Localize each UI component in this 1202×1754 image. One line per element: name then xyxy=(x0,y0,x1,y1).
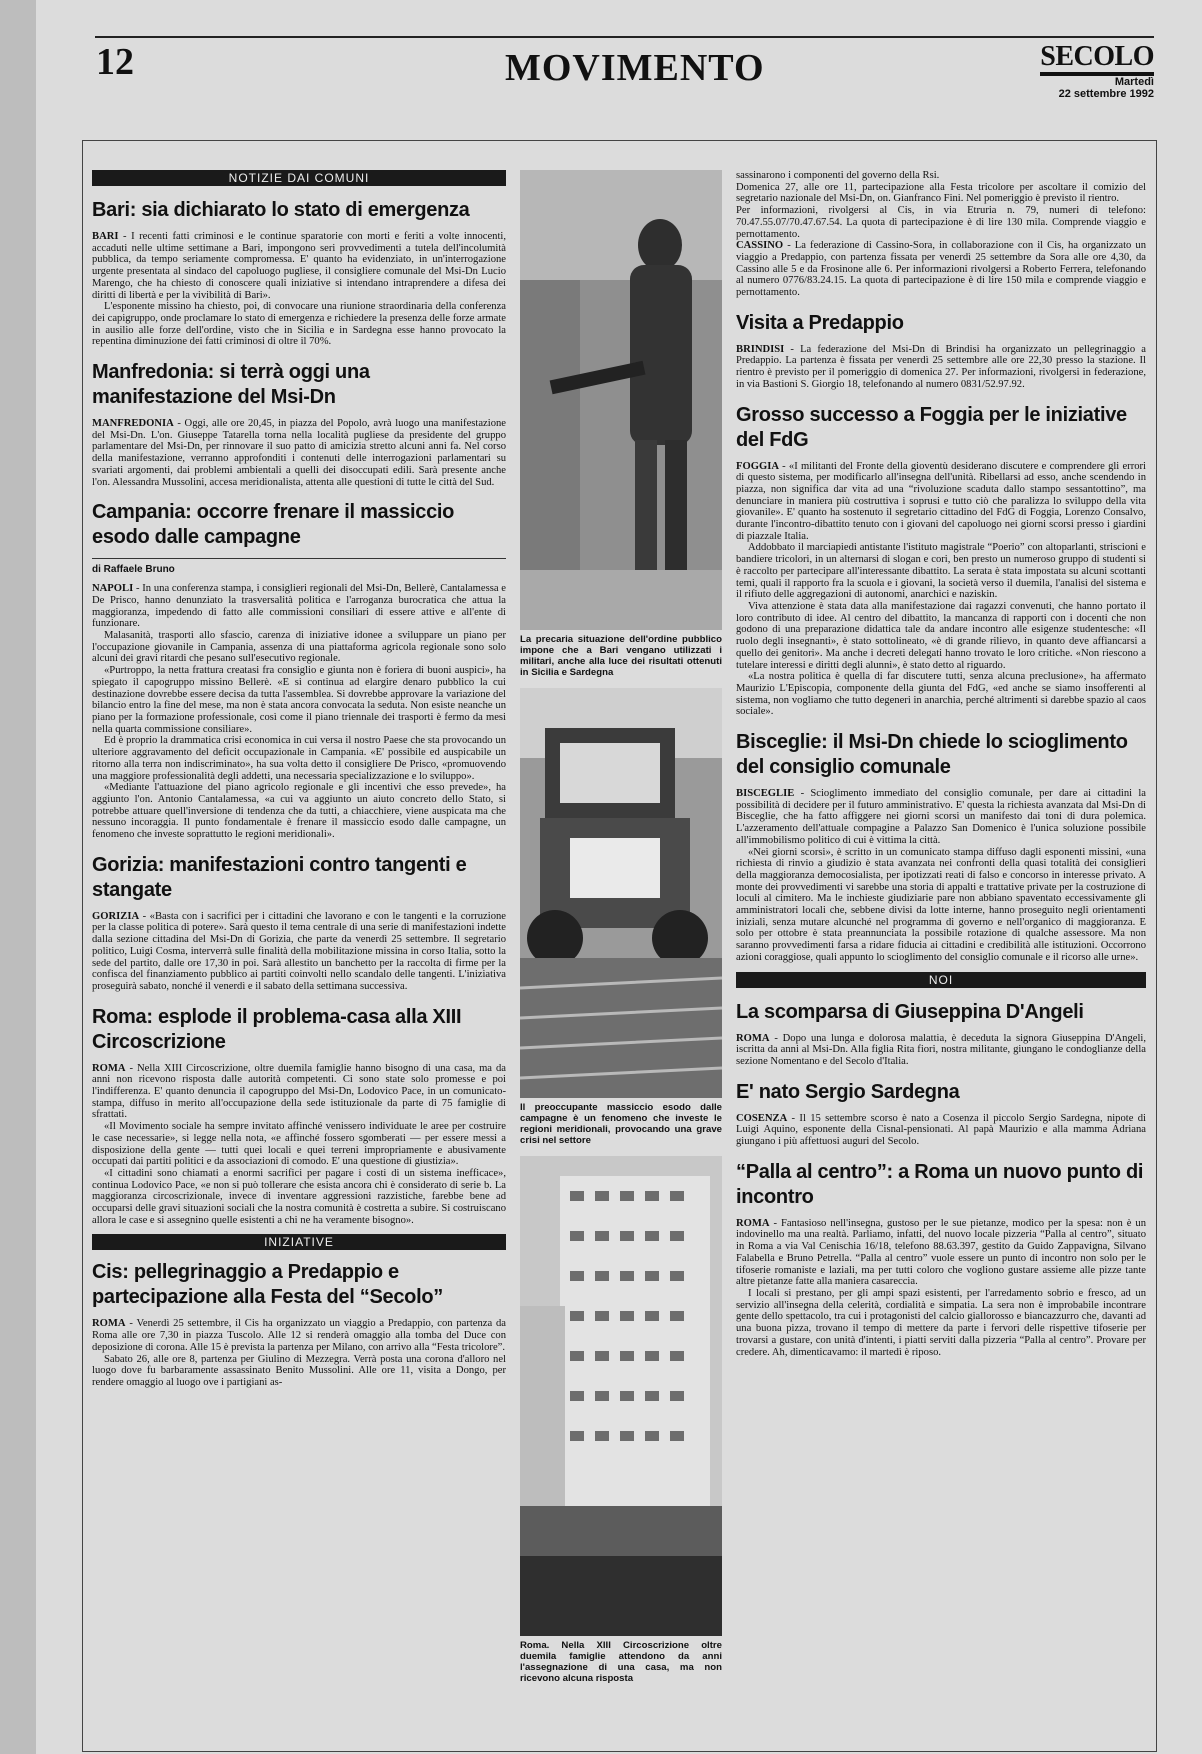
column-right xyxy=(736,170,1146,1364)
headline: La scomparsa di Giuseppina D'Angeli xyxy=(736,1000,1084,1023)
masthead xyxy=(1040,42,1154,100)
body-text: Viva attenzione è stata data alla manifestazione dai ragazzi convenuti, che hanno portato il loro contributo di idee. Al centro del dibattito, la mancanza di rapporti con i docenti che non godono di una preparazione didattica tale da andare incontro alle esigenze studentesche: «Il ruolo degli insegnanti», è stato sottolineato, «è di grande rilievo, in quanto deve affiancarsi a quello dei genitori». Ma anche i decreti delegati hanno trovato le loro critiche. «Non riescono a tutelare interessi e diritti degli alunni», è stato detto al riguardo. xyxy=(736,600,1146,671)
body-text: «I cittadini sono chiamati a enormi sacrifici per pagare i costi di un sistema inefficace», continua Lodovico Pace, «e non si può tollerare che esista ancora chi è considerato di serie b. La maggioranza circoscrizionale, invece di inventare aggressioni razzistiche, farebbe bene ad occuparsi delle gravi situazioni sociali che la nostra comunità è costretta a subire. Si costruiscano allora le case e si assegnino quelle esistenti a chi ne ha veramente bisogno». xyxy=(92,1167,506,1226)
article-nascita xyxy=(736,1080,1146,1148)
body-text: GORIZIA - «Basta con i sacrifici per i cittadini che lavorano e con le tangenti e la corruzione per la classe politica di potere». Sarà questo il tema centrale di una serie di manifestazioni indette dalla sezione cittadina del Msi-Dn di Gorizia, che parte da venerdì 25 settembre. Il segretario politico, Luigi Cosma, interverrà sulle finalità della mobilitazione missina in corso Italia, sotto la sede del partito, dalle ore 17,30 in poi. Sarà allestito un banchetto per la raccolta di firme per la confisca del finanziamento pubblico ai partiti coinvolti nello scandalo delle tangenti. L'iniziativa proseguirà sabato, nonché il venerdì e il sabato della settimana successiva. xyxy=(92,910,506,992)
article-bari xyxy=(92,198,506,348)
article-roma-casa xyxy=(92,1005,506,1227)
headline: Bari: sia dichiarato lo stato di emergenza xyxy=(92,199,470,221)
tractor-image xyxy=(520,688,722,1098)
photo-caption: La precaria situazione dell'ordine pubblico impone che a Bari vengano utilizzati i militari, anche alla luce dei risultati ottenuti in Sicilia e Sardegna xyxy=(520,634,722,678)
article-cis-predappio xyxy=(92,1260,506,1388)
section-band-iniziative: INIZIATIVE xyxy=(92,1234,506,1250)
continuation-text: Per informazioni, rivolgersi al Cis, in via Etruria n. 79, numeri di telefono: 70.47.55.07/70.47.67.54. La quota di partecipazione è di lire 130 mila. Comprende viaggio e pernottamento. xyxy=(736,205,1146,240)
headline: Cis: pellegrinaggio a Predappio e partecipazione alla Festa del “Secolo” xyxy=(92,1261,443,1309)
body-text: I locali si prestano, per gli ampi spazi esistenti, per l'arredamento sobrio e fresco, ad un servizio all'insegna della celerità, cordialità e simpatia. La sera non è improbabile incontrare gente dello spettacolo, tra cui i protagonisti del calcio giallorosso e biancazzurro che, davanti ad una buona pizza, trovano il tempo di mettere da parte i fervori delle rispettive tifoserie per trovarsi a gustare, con unità d'intenti, i piatti serviti dalla pizzeria “Palla al centro”. Provare per credere. Ah, dimenticavamo: il martedì è riposo. xyxy=(736,1288,1146,1358)
photo-caption: Roma. Nella XIII Circoscrizione oltre duemila famiglie attendono da anni l'assegnazione di una casa, ma non ricevono alcuna risposta xyxy=(520,1640,722,1684)
page-number: 12 xyxy=(96,41,134,83)
section-band-noi: NOI xyxy=(736,972,1146,988)
body-text: «Purtroppo, la netta frattura creatasi fra consiglio e giunta non è foriera di buoni auspici», ha spiegato il capogruppo missino Bellerè. «E si continua ad elargire denaro pubblico la cui destinazione dovrebbe essere decisa da tutta l'assemblea. Si dovrebbe approvare la variazione del bilancio entro la fine del mese, ma non è stata ancora convocata la seduta. Non esiste neanche un piano per la formazione professionale, così come il piano triennale dei trasporti è fermo da mesi nella quarta commissione consiliare». xyxy=(92,665,506,735)
column-photos xyxy=(520,170,722,1694)
body-text: L'esponente missino ha chiesto, poi, di convocare una riunione straordinaria della conferenza dei capigruppo, onde proclamare lo stato di emergenza e richiedere la presenza delle forze armate in ausilio alle forze dell'ordine, visto che in Sicilia e in Sardegna esse hanno provocato la repentina diminuzione dei fatti criminosi di oltre il 70%. xyxy=(92,301,506,348)
byline: di Raffaele Bruno xyxy=(92,558,506,575)
headline: Gorizia: manifestazioni contro tangenti e stangate xyxy=(92,853,467,901)
headline: Campania: occorre frenare il massiccio esodo dalle campagne xyxy=(92,501,455,549)
masthead-logo: SECOLO xyxy=(1040,42,1154,76)
article-campania xyxy=(92,500,506,840)
column-left xyxy=(92,170,506,1395)
photo-tractor xyxy=(520,688,722,1098)
article-foggia xyxy=(736,403,1146,718)
body-text: MANFREDONIA - Oggi, alle ore 20,45, in piazza del Popolo, avrà luogo una manifestazione del Msi-Dn. L'on. Giuseppe Tatarella torna nella località pugliese da presidente del gruppo parlamentare del Msi-Dn, per rinnovare il suo patto di amicizia stretto alcuni anni fa. Nel corso della manifestazione, verranno approfonditi i contenuti delle interrogazioni parlamentari su svariati argomenti, dai problemi ambientali a quelli dei disoccupati edili. Sarà presente anche l'on. Alessandra Mussolini, accesa meridionalista, attenta alle questioni di tutte le città del Sud. xyxy=(92,418,506,488)
body-text: «Nei giorni scorsi», è scritto in un comunicato stampa diffuso dagli esponenti missini, «una richiesta di rinvio a giudizio è stata avanzata nei confronti della quasi totalità dei consiglieri della maggioranza democosialista, per ipotizzati reati di falso e concorso in interesse privato. A monte dei provvedimenti vi sarebbe una storia di appalti e trattative private per la costruzione di loculi al cimitero. Ma le inchieste giudiziarie pare non abbiano spaventato eccessivamente gli amministratori locali che, sebbene divisi da lotte interne, hanno proseguito negli orientamenti iniziali, senza mutare alcunché nel programma di governo e nell'organico di maggioranza. E solo per ottobre è stata preannunciata la possibile rotazione di qualche assessore. Ma non saranno provvedimenti farsa a ridare fiducia ai cittadini e credibilità alle istituzioni. Occorrono azioni coraggiose, quali appunto lo scioglimento del consiglio comunale e il ricorso alle urne». xyxy=(736,846,1146,963)
body-text: BRINDISI - La federazione del Msi-Dn di Brindisi ha organizzato un pellegrinaggio a Predappio. La partenza è fissata per venerdì 25 settembre alle ore 22,30 presso la stazione. Il rientro è previsto per il pomeriggio di domenica 27. Per informazioni, rivolgersi in federazione, in via Bastioni S. Giorgio 18, telefonando al numero 0831/52.97.92. xyxy=(736,343,1146,390)
article-bisceglie xyxy=(736,730,1146,964)
cassino-text: CASSINO - La federazione di Cassino-Sora, in collaborazione con il Cis, ha organizzato un viaggio a Predappio, con partenza fissata per venerdì 25 settembre da Sora alle ore 4,30, da Cassino alle 5 e da Frosinone alle 6. Per informazioni rivolgersi a Roberto Ferrera, telefonando al numero 0776/83.24.15. La quota di partecipazione è di lire 150 mila e comprende viaggio e pernottamento. xyxy=(736,240,1146,299)
body-text: «Il Movimento sociale ha sempre invitato affinché venissero individuate le aree per costruire le case necessarie», si legge nella nota, «e affinché fossero sgomberati — per essere messi a disposizione della gente — tutti quei locali e quei terreni impropriamente e abusivamente occupati dai partiti politici e da associazioni di comodo. E' una questione di giustizia». xyxy=(92,1121,506,1168)
headline: “Palla al centro”: a Roma un nuovo punto di incontro xyxy=(736,1160,1144,1208)
photo-caption: Il preoccupante massiccio esodo dalle campagne è un fenomeno che investe le regioni meridionali, provocando una grave crisi nel settore xyxy=(520,1102,722,1146)
body-text: Sabato 26, alle ore 8, partenza per Giulino di Mezzegra. Verrà posta una corona d'alloro nel luogo dove fu barbaramente assassinato Benito Mussolini. Alle ore 11, visita a Dongo, per rendere omaggio al luogo ove i partigiani as- xyxy=(92,1353,506,1388)
body-text: Ed è proprio la drammatica crisi economica in cui versa il nostro Paese che sta provocando un ulteriore aggravamento del deficit occupazionale in Campania. «E' possibile ed auspicabile un ritorno alla terra non indiscriminato», ha sua volta detto il consigliere De Prisco, «promuovendo una maggiore professionalità degli addetti, una necessaria specializzazione e lo sviluppo». xyxy=(92,735,506,782)
headline: Roma: esplode il problema-casa alla XIII Circoscrizione xyxy=(92,1005,462,1053)
headline: E' nato Sergio Sardegna xyxy=(736,1080,960,1103)
header-rule xyxy=(95,36,1154,38)
continuation-text: sassinarono i componenti del governo della Rsi. xyxy=(736,170,940,181)
body-text: ROMA - Venerdì 25 settembre, il Cis ha organizzato un viaggio a Predappio, con partenza da Roma alle ore 7,30 in piazza Tuscolo. Alle 12 si renderà omaggio alla tomba del Duce con deposizione di corona. Alle 15 è prevista la partenza per Milano, con arrivo alla “Festa tricolore”. xyxy=(92,1318,506,1353)
photo-buildings xyxy=(520,1156,722,1636)
body-text: NAPOLI - In una conferenza stampa, i consiglieri regionali del Msi-Dn, Bellerè, Cantalamessa e De Prisco, hanno denunziato la trasversalità politica e l'arroganza burocratica che attua la maggioranza, impedendo di fatto alle commissioni consiliari di essere attive e all'ente di funzionare. xyxy=(92,583,506,630)
headline: Manfredonia: si terrà oggi una manifestazione del Msi-Dn xyxy=(92,361,370,409)
section-title: MOVIMENTO xyxy=(505,47,765,89)
body-text: «La nostra politica è quella di far discutere tutti, senza alcuna preclusione», ha affermato Maurizio L'Episcopia, componente della giunta del FdG, «ed anche se siamo insofferenti al sistema, non vogliamo che tutto degeneri in anarchia, perché altrimenti si darebbe spazio al caos sociale». xyxy=(736,671,1146,718)
article-brindisi xyxy=(736,311,1146,391)
article-scomparsa xyxy=(736,1000,1146,1068)
photo-soldier xyxy=(520,170,722,630)
body-text: ROMA - Nella XIII Circoscrizione, oltre duemila famiglie hanno bisogno di una casa, ma da anni non ricevono risposta dalle autorità competenti. Ci sono state solo promesse e poi l'indifferenza. E' quanto denuncia il capogruppo del Msi-Dn, Lodovico Pace, in un comunicato-stampa, diffuso in merito all'occupazione della sede istituzionale da parte di 75 famiglie di sfrattati. xyxy=(92,1062,506,1121)
section-band-notizie: NOTIZIE DAI COMUNI xyxy=(92,170,506,186)
body-text: «Mediante l'attuazione del piano agricolo regionale e gli incentivi che esso prevede», ha aggiunto l'on. Antonio Cantalamessa, «a cui va aggiunto un aiuto concreto dello Stato, si potrebbe attuare quell'inversione di tendenza che da tutti, a chiacchiere, viene auspicata ma che nessuno incoraggia. Il punto fondamentale è frenare il massiccio esodo dalle campagne, un fenomeno che investe soprattutto le regioni meridionali». xyxy=(92,782,506,841)
body-text: BARI - I recenti fatti criminosi e le continue sparatorie con morti e feriti a volte innocenti, accaduti nelle ultime settimane a Bari, impongono seri provvedimenti a tutela dell'incolumità pubblica, da tempo seriamente compromessa. E' quanto ha evidenziato, in un'interrogazione urgente presentata al sindaco del capoluogo pugliese, il consigliere comunale del Msi-Dn Lucio Marengo, che ha chiesto di conoscere quali iniziative si intendano intraprendere a difesa dei diritti di libertà e per la vivibilità di Bari». xyxy=(92,231,506,301)
body-text: ROMA - Fantasioso nell'insegna, gustoso per le sue pietanze, modico per la spesa: non è un indovinello ma una realtà. Parliamo, infatti, del nuovo locale pizzeria “Palla al centro”, situato in Roma a via Val Cenischia 16/18, telefono 88.63.397, gestito da Guido Zappavigna, Silvano Falabella e Bruno Petrella. “Palla al centro” vuole essere un punto di incontro non solo per le tifoserie romaniste e laziali, ma per tutti coloro che vogliono gustare assieme alle pizze tante altre pietanze fatte alla maniera casareccia. xyxy=(736,1217,1146,1288)
page-shadow-edge xyxy=(0,0,36,1754)
headline: Visita a Predappio xyxy=(736,311,904,334)
continuation-text: Domenica 27, alle ore 11, partecipazione alla Festa tricolore per ascoltare il comizio del segretario nazionale del Msi-Dn, on. Gianfranco Fini. Nel pomeriggio è previsto il rientro. xyxy=(736,181,1146,205)
article-palla-al-centro xyxy=(736,1160,1146,1358)
body-text: Addobbato il marciapiedi antistante l'istituto magistrale “Poerio” con altoparlanti, striscioni e bandiere tricolori, in un alternarsi di slogan e cori, ben presto un numeroso gruppo di studenti si è raccolto per partecipare all'interessante dibattito. La serata è stata impostata su alcuni scottanti temi, quali il rapporto fra la scuola e i giovani, la società verso il duemila, l'analisi del sistema e il rifiuto delle aggregazioni di autonomi, anarchici e naziskin. xyxy=(736,542,1146,601)
masthead-date: 22 settembre 1992 xyxy=(1058,88,1154,100)
buildings-image xyxy=(520,1156,722,1636)
article-gorizia xyxy=(92,853,506,993)
article-manfredonia xyxy=(92,360,506,488)
headline: Bisceglie: il Msi-Dn chiede lo scioglimento del consiglio comunale xyxy=(736,731,1128,779)
body-text: BISCEGLIE - Scioglimento immediato del consiglio comunale, per dare ai cittadini la possibilità di decidere per il futuro amministrativo. E' questa la richiesta avanzata dal Msi-Dn di Bisceglie, che ha fatto affiggere nei giorni scorsi un manifesto dai toni di dura polemica. L'azzeramento dell'attuale compagine a Palazzo San Domenico è l'unica soluzione possibile all'immobilismo politico di cui è vittima la città. xyxy=(736,788,1146,846)
body-text: Malasanità, trasporti allo sfascio, carenza di iniziative idonee a sviluppare un piano per l'occupazione giovanile in Campania, assenza di una piattaforma agricola regionale sono solo alcuni dei gravi ritardi che pesano sull'esecutivo regionale. xyxy=(92,630,506,665)
body-text: FOGGIA - «I militanti del Fronte della gioventù desiderano discutere e comprendere gli errori di questo sistema, per modificarlo all'insegna dell'unità. Ribellarsi ad esso, anche scendendo in piazza, non significa dar vita ad una “rivoluzione scaduta dallo stampo sessantottino”, ma denunciare in maniera più costruttiva i soprusi e tutto ciò che paralizza lo sviluppo della vita giovanile». E' quanto ha sostenuto il segretario cittadino del FdG di Foggia, Lorenzo Consalvo, durante l'incontro-dibattito tenuto con i giovani del capoluogo nei giorni scorsi presso i giardini di piazzale Italia. xyxy=(736,460,1146,542)
masthead-weekday: Martedì xyxy=(1114,76,1154,88)
body-text: COSENZA - Il 15 settembre scorso è nato a Cosenza il piccolo Sergio Sardegna, nipote di Luigi Aquino, esponente della Cisnal-pensionati. Al papà Maurizio e alla mamma Adriana giungano i più affettuosi auguri del Secolo. xyxy=(736,1112,1146,1148)
body-text: ROMA - Dopo una lunga e dolorosa malattia, è deceduta la signora Giuseppina D'Angeli, iscritta da anni al Msi-Dn. Alla figlia Rita fiori, nostra militante, giungano le condoglianze della sezione Nomentano e del Secolo d'Italia. xyxy=(736,1032,1146,1067)
soldier-image xyxy=(520,170,722,630)
headline: Grosso successo a Foggia per le iniziative del FdG xyxy=(736,403,1127,451)
